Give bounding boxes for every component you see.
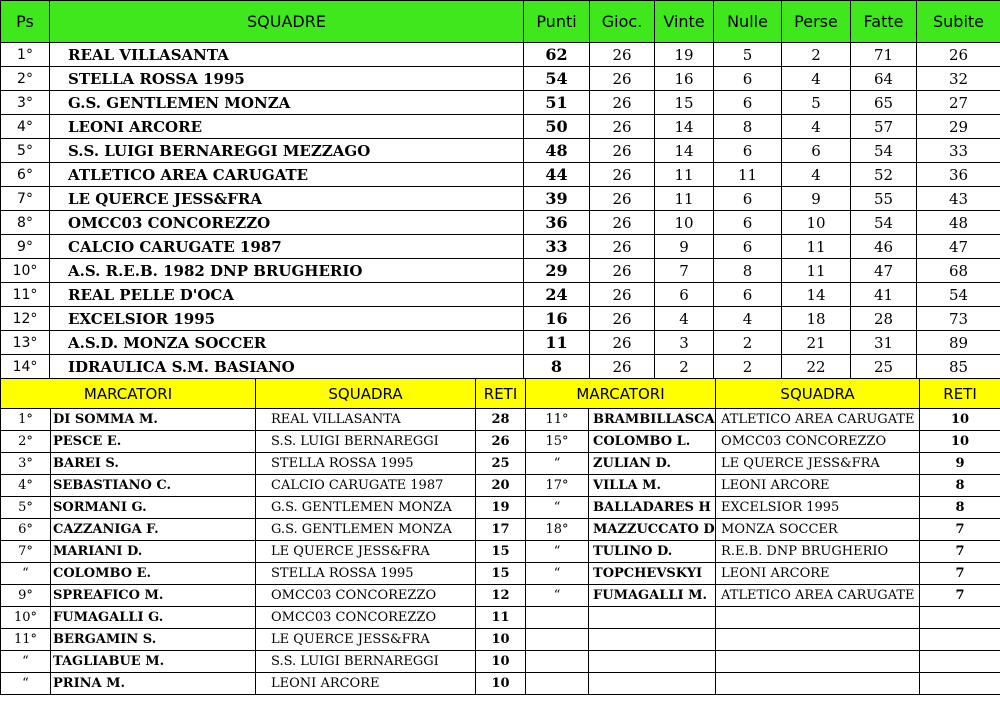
rank-cell-right: “ <box>526 541 589 563</box>
goals-cell-left: 17 <box>476 519 526 541</box>
goals-for-cell: 57 <box>851 115 917 139</box>
standings-row <box>1 139 1000 163</box>
scorer-name-cell-right: TOPCHEVSKYI <box>589 563 716 585</box>
played-cell: 26 <box>590 67 655 91</box>
played-cell: 26 <box>590 139 655 163</box>
played-cell: 26 <box>590 283 655 307</box>
scorer-name-cell-right: BALLADARES H <box>589 497 716 519</box>
standings-row <box>1 43 1000 67</box>
goals-against-cell: 29 <box>917 115 1000 139</box>
position-cell: 14° <box>1 355 50 379</box>
goals-cell-right <box>920 607 1000 629</box>
drawn-cell: 6 <box>714 187 782 211</box>
scorers-row <box>1 453 1000 475</box>
scorers-row <box>1 563 1000 585</box>
goals-for-cell: 28 <box>851 307 917 331</box>
won-cell: 19 <box>655 43 714 67</box>
scorer-team-cell-right: R.E.B. DNP BRUGHERIO <box>716 541 920 563</box>
scorer-team-cell-right: EXCELSIOR 1995 <box>716 497 920 519</box>
standings-row <box>1 115 1000 139</box>
goals-cell-left: 11 <box>476 607 526 629</box>
won-cell: 9 <box>655 235 714 259</box>
scorer-team-cell-left: STELLA ROSSA 1995 <box>256 563 476 585</box>
team-name-cell: LEONI ARCORE <box>50 115 524 139</box>
drawn-cell: 2 <box>714 331 782 355</box>
points-cell: 36 <box>524 211 590 235</box>
rank-cell-right <box>526 673 589 695</box>
lost-cell: 18 <box>782 307 851 331</box>
won-cell: 4 <box>655 307 714 331</box>
scorer-name-cell-right <box>589 673 716 695</box>
played-cell: 26 <box>590 331 655 355</box>
scorer-team-cell-left: S.S. LUIGI BERNAREGGI <box>256 431 476 453</box>
rank-cell-left: 10° <box>1 607 51 629</box>
goals-against-cell: 43 <box>917 187 1000 211</box>
header-drawn: Nulle <box>714 1 782 43</box>
won-cell: 11 <box>655 187 714 211</box>
scorer-name-cell-left: TAGLIABUE M. <box>51 651 256 673</box>
points-cell: 54 <box>524 67 590 91</box>
scorer-name-cell-right <box>589 651 716 673</box>
scorer-team-cell-left: OMCC03 CONCOREZZO <box>256 585 476 607</box>
scorer-name-cell-left: COLOMBO E. <box>51 563 256 585</box>
rank-cell-left: “ <box>1 563 51 585</box>
standings-row <box>1 259 1000 283</box>
lost-cell: 10 <box>782 211 851 235</box>
scorer-name-cell-left: MARIANI D. <box>51 541 256 563</box>
won-cell: 15 <box>655 91 714 115</box>
position-cell: 10° <box>1 259 50 283</box>
scorers-row <box>1 585 1000 607</box>
scorer-team-cell-left: LE QUERCE JESS&FRA <box>256 629 476 651</box>
standings-row <box>1 235 1000 259</box>
rank-cell-right: “ <box>526 563 589 585</box>
rank-cell-left: 6° <box>1 519 51 541</box>
goals-for-cell: 55 <box>851 187 917 211</box>
scorer-team-cell-left: REAL VILLASANTA <box>256 409 476 431</box>
scorer-name-cell-right: TULINO D. <box>589 541 716 563</box>
header-points: Punti <box>524 1 590 43</box>
won-cell: 11 <box>655 163 714 187</box>
position-cell: 2° <box>1 67 50 91</box>
drawn-cell: 4 <box>714 307 782 331</box>
goals-cell-right: 10 <box>920 409 1000 431</box>
played-cell: 26 <box>590 163 655 187</box>
scorer-team-cell-left: OMCC03 CONCOREZZO <box>256 607 476 629</box>
scorers-table <box>0 378 1000 695</box>
played-cell: 26 <box>590 43 655 67</box>
standings-row <box>1 67 1000 91</box>
lost-cell: 21 <box>782 331 851 355</box>
won-cell: 10 <box>655 211 714 235</box>
scorer-team-cell-right: OMCC03 CONCOREZZO <box>716 431 920 453</box>
scorer-team-cell-right: MONZA SOCCER <box>716 519 920 541</box>
rank-cell-right: 18° <box>526 519 589 541</box>
team-name-cell: CALCIO CARUGATE 1987 <box>50 235 524 259</box>
goals-against-cell: 32 <box>917 67 1000 91</box>
goals-cell-left: 10 <box>476 629 526 651</box>
scorer-name-cell-right: MAZZUCCATO D <box>589 519 716 541</box>
team-name-cell: OMCC03 CONCOREZZO <box>50 211 524 235</box>
rank-cell-right <box>526 629 589 651</box>
points-cell: 8 <box>524 355 590 379</box>
goals-against-cell: 89 <box>917 331 1000 355</box>
scorers-row <box>1 475 1000 497</box>
header-lost: Perse <box>782 1 851 43</box>
goals-for-cell: 47 <box>851 259 917 283</box>
scorer-team-cell-left: S.S. LUIGI BERNAREGGI <box>256 651 476 673</box>
header-teams: SQUADRE <box>50 1 524 43</box>
drawn-cell: 6 <box>714 283 782 307</box>
goals-against-cell: 68 <box>917 259 1000 283</box>
header-scorers-right: MARCATORI <box>526 379 716 409</box>
lost-cell: 22 <box>782 355 851 379</box>
scorers-row <box>1 607 1000 629</box>
rank-cell-left: “ <box>1 651 51 673</box>
goals-for-cell: 41 <box>851 283 917 307</box>
scorer-name-cell-left: SEBASTIANO C. <box>51 475 256 497</box>
goals-cell-right: 9 <box>920 453 1000 475</box>
goals-cell-right: 7 <box>920 563 1000 585</box>
position-cell: 4° <box>1 115 50 139</box>
header-played: Gioc. <box>590 1 655 43</box>
lost-cell: 4 <box>782 115 851 139</box>
scorer-name-cell-left: FUMAGALLI G. <box>51 607 256 629</box>
goals-for-cell: 31 <box>851 331 917 355</box>
scorer-name-cell-right: FUMAGALLI M. <box>589 585 716 607</box>
team-name-cell: S.S. LUIGI BERNAREGGI MEZZAGO <box>50 139 524 163</box>
goals-for-cell: 54 <box>851 139 917 163</box>
won-cell: 3 <box>655 331 714 355</box>
drawn-cell: 8 <box>714 115 782 139</box>
scorers-row <box>1 409 1000 431</box>
goals-against-cell: 26 <box>917 43 1000 67</box>
standings-row <box>1 187 1000 211</box>
points-cell: 16 <box>524 307 590 331</box>
goals-cell-right <box>920 651 1000 673</box>
scorer-team-cell-left: LEONI ARCORE <box>256 673 476 695</box>
drawn-cell: 6 <box>714 211 782 235</box>
scorer-team-cell-right <box>716 607 920 629</box>
standings-row <box>1 307 1000 331</box>
header-goals-right: RETI <box>920 379 1000 409</box>
position-cell: 12° <box>1 307 50 331</box>
scorer-name-cell-right: VILLA M. <box>589 475 716 497</box>
position-cell: 11° <box>1 283 50 307</box>
team-name-cell: ATLETICO AREA CARUGATE <box>50 163 524 187</box>
played-cell: 26 <box>590 307 655 331</box>
points-cell: 33 <box>524 235 590 259</box>
rank-cell-right: 11° <box>526 409 589 431</box>
played-cell: 26 <box>590 187 655 211</box>
played-cell: 26 <box>590 91 655 115</box>
scorer-name-cell-left: SPREAFICO M. <box>51 585 256 607</box>
goals-cell-left: 15 <box>476 563 526 585</box>
goals-against-cell: 47 <box>917 235 1000 259</box>
played-cell: 26 <box>590 211 655 235</box>
lost-cell: 5 <box>782 91 851 115</box>
team-name-cell: REAL PELLE D'OCA <box>50 283 524 307</box>
lost-cell: 4 <box>782 67 851 91</box>
scorer-name-cell-left: DI SOMMA M. <box>51 409 256 431</box>
scorer-team-cell-left: LE QUERCE JESS&FRA <box>256 541 476 563</box>
rank-cell-left: 2° <box>1 431 51 453</box>
lost-cell: 9 <box>782 187 851 211</box>
rank-cell-left: 4° <box>1 475 51 497</box>
goals-cell-right <box>920 673 1000 695</box>
scorer-name-cell-left: PESCE E. <box>51 431 256 453</box>
points-cell: 39 <box>524 187 590 211</box>
header-position: Ps <box>1 1 50 43</box>
header-won: Vinte <box>655 1 714 43</box>
position-cell: 8° <box>1 211 50 235</box>
goals-cell-right: 7 <box>920 541 1000 563</box>
rank-cell-right <box>526 651 589 673</box>
header-scorers-left: MARCATORI <box>1 379 256 409</box>
position-cell: 1° <box>1 43 50 67</box>
played-cell: 26 <box>590 115 655 139</box>
goals-for-cell: 65 <box>851 91 917 115</box>
played-cell: 26 <box>590 235 655 259</box>
team-name-cell: STELLA ROSSA 1995 <box>50 67 524 91</box>
points-cell: 44 <box>524 163 590 187</box>
points-cell: 29 <box>524 259 590 283</box>
scorer-name-cell-left: BAREI S. <box>51 453 256 475</box>
scorers-row <box>1 497 1000 519</box>
goals-against-cell: 48 <box>917 211 1000 235</box>
scorers-header-row <box>1 379 1000 409</box>
scorer-team-cell-right: LEONI ARCORE <box>716 475 920 497</box>
scorer-team-cell-right <box>716 673 920 695</box>
header-goals-left: RETI <box>476 379 526 409</box>
drawn-cell: 6 <box>714 67 782 91</box>
goals-against-cell: 27 <box>917 91 1000 115</box>
header-team-right: SQUADRA <box>716 379 920 409</box>
scorer-team-cell-left: G.S. GENTLEMEN MONZA <box>256 519 476 541</box>
won-cell: 7 <box>655 259 714 283</box>
team-name-cell: A.S.D. MONZA SOCCER <box>50 331 524 355</box>
goals-against-cell: 33 <box>917 139 1000 163</box>
points-cell: 51 <box>524 91 590 115</box>
rank-cell-left: 11° <box>1 629 51 651</box>
goals-cell-left: 15 <box>476 541 526 563</box>
lost-cell: 11 <box>782 259 851 283</box>
goals-for-cell: 52 <box>851 163 917 187</box>
goals-cell-left: 10 <box>476 673 526 695</box>
goals-for-cell: 46 <box>851 235 917 259</box>
team-name-cell: LE QUERCE JESS&FRA <box>50 187 524 211</box>
scorers-row <box>1 673 1000 695</box>
goals-cell-left: 26 <box>476 431 526 453</box>
goals-for-cell: 64 <box>851 67 917 91</box>
rank-cell-right: “ <box>526 497 589 519</box>
won-cell: 14 <box>655 139 714 163</box>
rank-cell-left: 5° <box>1 497 51 519</box>
won-cell: 6 <box>655 283 714 307</box>
rank-cell-left: 9° <box>1 585 51 607</box>
standings-header-row <box>1 1 1000 43</box>
goals-for-cell: 25 <box>851 355 917 379</box>
scorer-name-cell-right: ZULIAN D. <box>589 453 716 475</box>
team-name-cell: A.S. R.E.B. 1982 DNP BRUGHERIO <box>50 259 524 283</box>
scorers-row <box>1 541 1000 563</box>
scorer-team-cell-right: ATLETICO AREA CARUGATE <box>716 585 920 607</box>
drawn-cell: 6 <box>714 91 782 115</box>
goals-cell-left: 25 <box>476 453 526 475</box>
goals-cell-left: 20 <box>476 475 526 497</box>
won-cell: 14 <box>655 115 714 139</box>
scorer-name-cell-left: CAZZANIGA F. <box>51 519 256 541</box>
team-name-cell: G.S. GENTLEMEN MONZA <box>50 91 524 115</box>
header-goals-for: Fatte <box>851 1 917 43</box>
header-goals-against: Subite <box>917 1 1000 43</box>
goals-cell-left: 10 <box>476 651 526 673</box>
scorers-row <box>1 519 1000 541</box>
standings-row <box>1 91 1000 115</box>
scorer-team-cell-right <box>716 629 920 651</box>
played-cell: 26 <box>590 355 655 379</box>
points-cell: 50 <box>524 115 590 139</box>
scorer-team-cell-left: CALCIO CARUGATE 1987 <box>256 475 476 497</box>
points-cell: 62 <box>524 43 590 67</box>
position-cell: 9° <box>1 235 50 259</box>
goals-for-cell: 71 <box>851 43 917 67</box>
goals-cell-right: 8 <box>920 475 1000 497</box>
goals-for-cell: 54 <box>851 211 917 235</box>
scorer-name-cell-right: COLOMBO L. <box>589 431 716 453</box>
position-cell: 5° <box>1 139 50 163</box>
standings-row <box>1 163 1000 187</box>
scorer-name-cell-right <box>589 607 716 629</box>
points-cell: 24 <box>524 283 590 307</box>
drawn-cell: 2 <box>714 355 782 379</box>
rank-cell-right <box>526 607 589 629</box>
goals-cell-left: 28 <box>476 409 526 431</box>
goals-against-cell: 73 <box>917 307 1000 331</box>
goals-cell-right: 7 <box>920 585 1000 607</box>
goals-cell-right: 7 <box>920 519 1000 541</box>
goals-cell-left: 12 <box>476 585 526 607</box>
rank-cell-left: 1° <box>1 409 51 431</box>
goals-cell-right: 8 <box>920 497 1000 519</box>
scorer-name-cell-right <box>589 629 716 651</box>
played-cell: 26 <box>590 259 655 283</box>
rank-cell-right: 17° <box>526 475 589 497</box>
scorer-team-cell-left: G.S. GENTLEMEN MONZA <box>256 497 476 519</box>
rank-cell-right: 15° <box>526 431 589 453</box>
team-name-cell: EXCELSIOR 1995 <box>50 307 524 331</box>
scorer-team-cell-right: ATLETICO AREA CARUGATE <box>716 409 920 431</box>
position-cell: 13° <box>1 331 50 355</box>
scorer-team-cell-right: LE QUERCE JESS&FRA <box>716 453 920 475</box>
scorer-name-cell-right: BRAMBILLASCA <box>589 409 716 431</box>
goals-cell-left: 19 <box>476 497 526 519</box>
drawn-cell: 6 <box>714 235 782 259</box>
header-team-left: SQUADRA <box>256 379 476 409</box>
won-cell: 2 <box>655 355 714 379</box>
position-cell: 3° <box>1 91 50 115</box>
goals-cell-right <box>920 629 1000 651</box>
rank-cell-right: “ <box>526 453 589 475</box>
scorer-name-cell-left: SORMANI G. <box>51 497 256 519</box>
lost-cell: 6 <box>782 139 851 163</box>
drawn-cell: 8 <box>714 259 782 283</box>
drawn-cell: 5 <box>714 43 782 67</box>
scorer-team-cell-left: STELLA ROSSA 1995 <box>256 453 476 475</box>
drawn-cell: 11 <box>714 163 782 187</box>
rank-cell-left: 3° <box>1 453 51 475</box>
lost-cell: 2 <box>782 43 851 67</box>
rank-cell-left: 7° <box>1 541 51 563</box>
goals-against-cell: 36 <box>917 163 1000 187</box>
position-cell: 6° <box>1 163 50 187</box>
standings-row <box>1 331 1000 355</box>
rank-cell-left: “ <box>1 673 51 695</box>
scorers-row <box>1 431 1000 453</box>
goals-against-cell: 54 <box>917 283 1000 307</box>
won-cell: 16 <box>655 67 714 91</box>
scorer-team-cell-right: LEONI ARCORE <box>716 563 920 585</box>
standings-row <box>1 283 1000 307</box>
team-name-cell: IDRAULICA S.M. BASIANO <box>50 355 524 379</box>
scorer-team-cell-right <box>716 651 920 673</box>
position-cell: 7° <box>1 187 50 211</box>
team-name-cell: REAL VILLASANTA <box>50 43 524 67</box>
scorers-row <box>1 629 1000 651</box>
standings-row <box>1 211 1000 235</box>
goals-against-cell: 85 <box>917 355 1000 379</box>
scorer-name-cell-left: PRINA M. <box>51 673 256 695</box>
lost-cell: 11 <box>782 235 851 259</box>
scorers-row <box>1 651 1000 673</box>
goals-cell-right: 10 <box>920 431 1000 453</box>
rank-cell-right: “ <box>526 585 589 607</box>
drawn-cell: 6 <box>714 139 782 163</box>
lost-cell: 14 <box>782 283 851 307</box>
scorer-name-cell-left: BERGAMIN S. <box>51 629 256 651</box>
points-cell: 48 <box>524 139 590 163</box>
standings-row <box>1 355 1000 379</box>
points-cell: 11 <box>524 331 590 355</box>
lost-cell: 4 <box>782 163 851 187</box>
